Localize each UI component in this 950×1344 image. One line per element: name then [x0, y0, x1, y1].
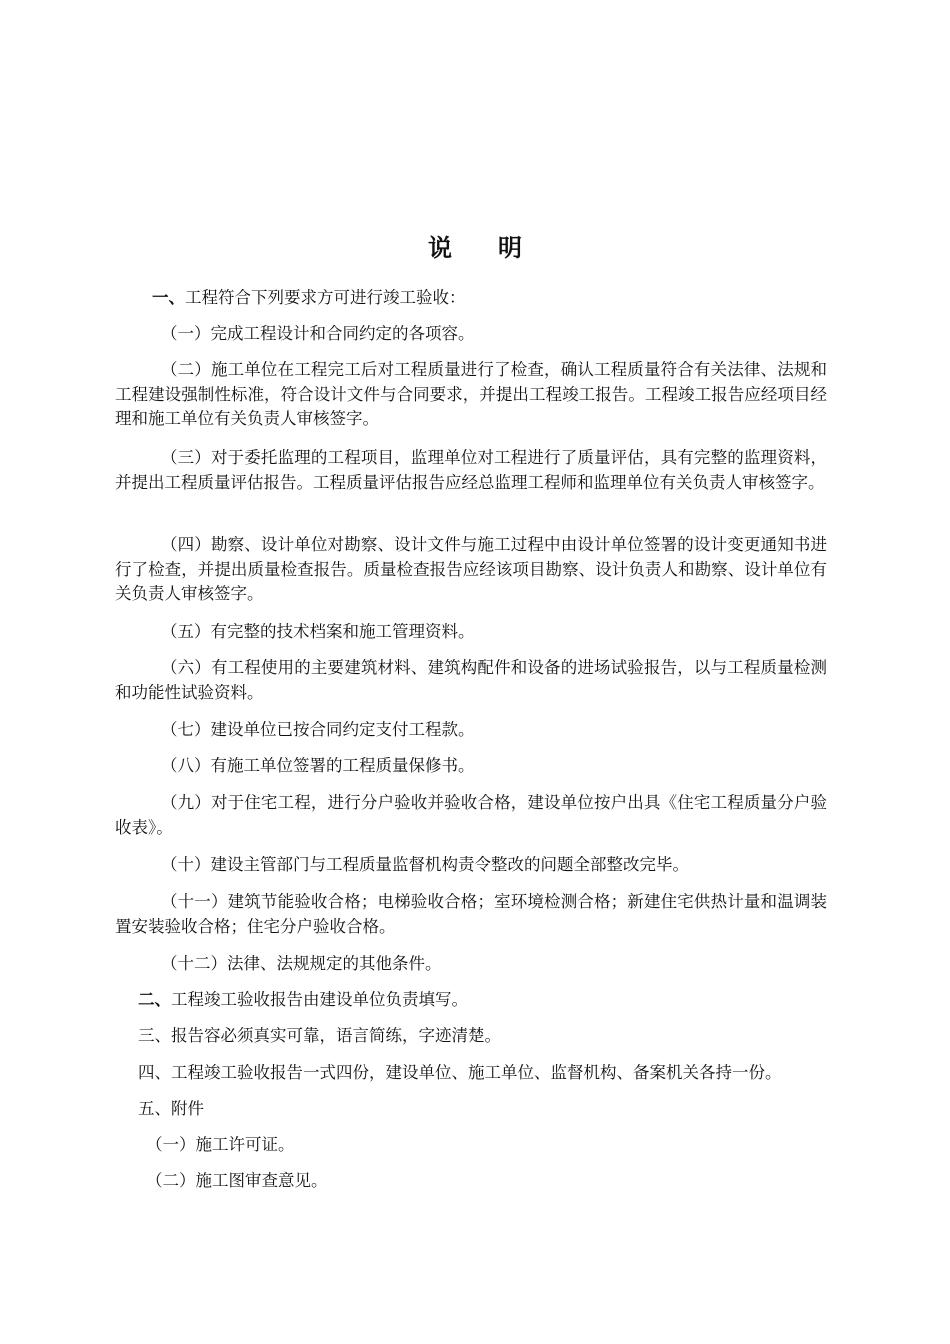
section-4: 四、工程竣工验收报告一式四份，建设单位、施工单位、监督机构、备案机关各持一份。: [138, 1063, 782, 1082]
item-6: （六）有工程使用的主要建筑材料、建筑构配件和设备的进场试验报告，以与工程质量检测和功能性试验资料。: [115, 658, 827, 702]
item-10: （十）建设主管部门与工程质量监督机构责令整改的问题全部整改完毕。: [161, 855, 689, 874]
section-2-prefix: 二、: [138, 990, 171, 1009]
page-title: 说明: [428, 234, 568, 262]
section-5-heading: 五、附件: [138, 1099, 204, 1118]
item-11: （十一）建筑节能验收合格；电梯验收合格；室环境检测合格；新建住宅供热计量和温调装置安装验收合格；住宅分户验收合格。: [115, 892, 827, 936]
section-1-prefix: 一、: [152, 288, 185, 307]
item-1: （一）完成工程设计和合同约定的各项容。: [161, 324, 475, 343]
item-4: （四）勘察、设计单位对勘察、设计文件与施工过程中由设计单位签署的设计变更通知书进行了检查，并提出质量检查报告。质量检查报告应经该项目勘察、设计负责人和勘察、设计单位有关负责人审核签字。: [115, 535, 827, 603]
section-2-text: 工程竣工验收报告由建设单位负责填写。: [171, 990, 468, 1009]
attachment-1: （一）施工许可证。: [146, 1135, 295, 1154]
section-1-heading: [152, 286, 466, 311]
item-2: （二）施工单位在工程完工后对工程质量进行了检查，确认工程质量符合有关法律、法规和工程建设强制性标准，符合设计文件与合同要求，并提出工程竣工报告。工程竣工报告应经项目经理和施工单位有关负责人审核签字。: [115, 360, 827, 428]
item-8: （八）有施工单位签署的工程质量保修书。: [161, 756, 475, 775]
item-7: （七）建设单位已按合同约定支付工程款。: [161, 720, 475, 739]
section-2-heading: [138, 988, 468, 1013]
attachment-2: （二）施工图审查意见。: [146, 1171, 328, 1190]
section-1-text: 工程符合下列要求方可进行竣工验收：: [185, 288, 466, 307]
item-5: （五）有完整的技术档案和施工管理资料。: [161, 622, 475, 641]
item-3: （三）对于委托监理的工程项目，监理单位对工程进行了质量评估，具有完整的监理资料，并提出工程质量评估报告。工程质量评估报告应经总监理工程师和监理单位有关负责人审核签字。: [115, 448, 827, 492]
section-3: 三、报告容必须真实可靠，语言简练，字迹清楚。: [138, 1026, 501, 1045]
item-12: （十二）法律、法规规定的其他条件。: [161, 954, 442, 973]
item-9: （九）对于住宅工程，进行分户验收并验收合格，建设单位按户出具《住宅工程质量分户验收表》。: [115, 793, 827, 837]
